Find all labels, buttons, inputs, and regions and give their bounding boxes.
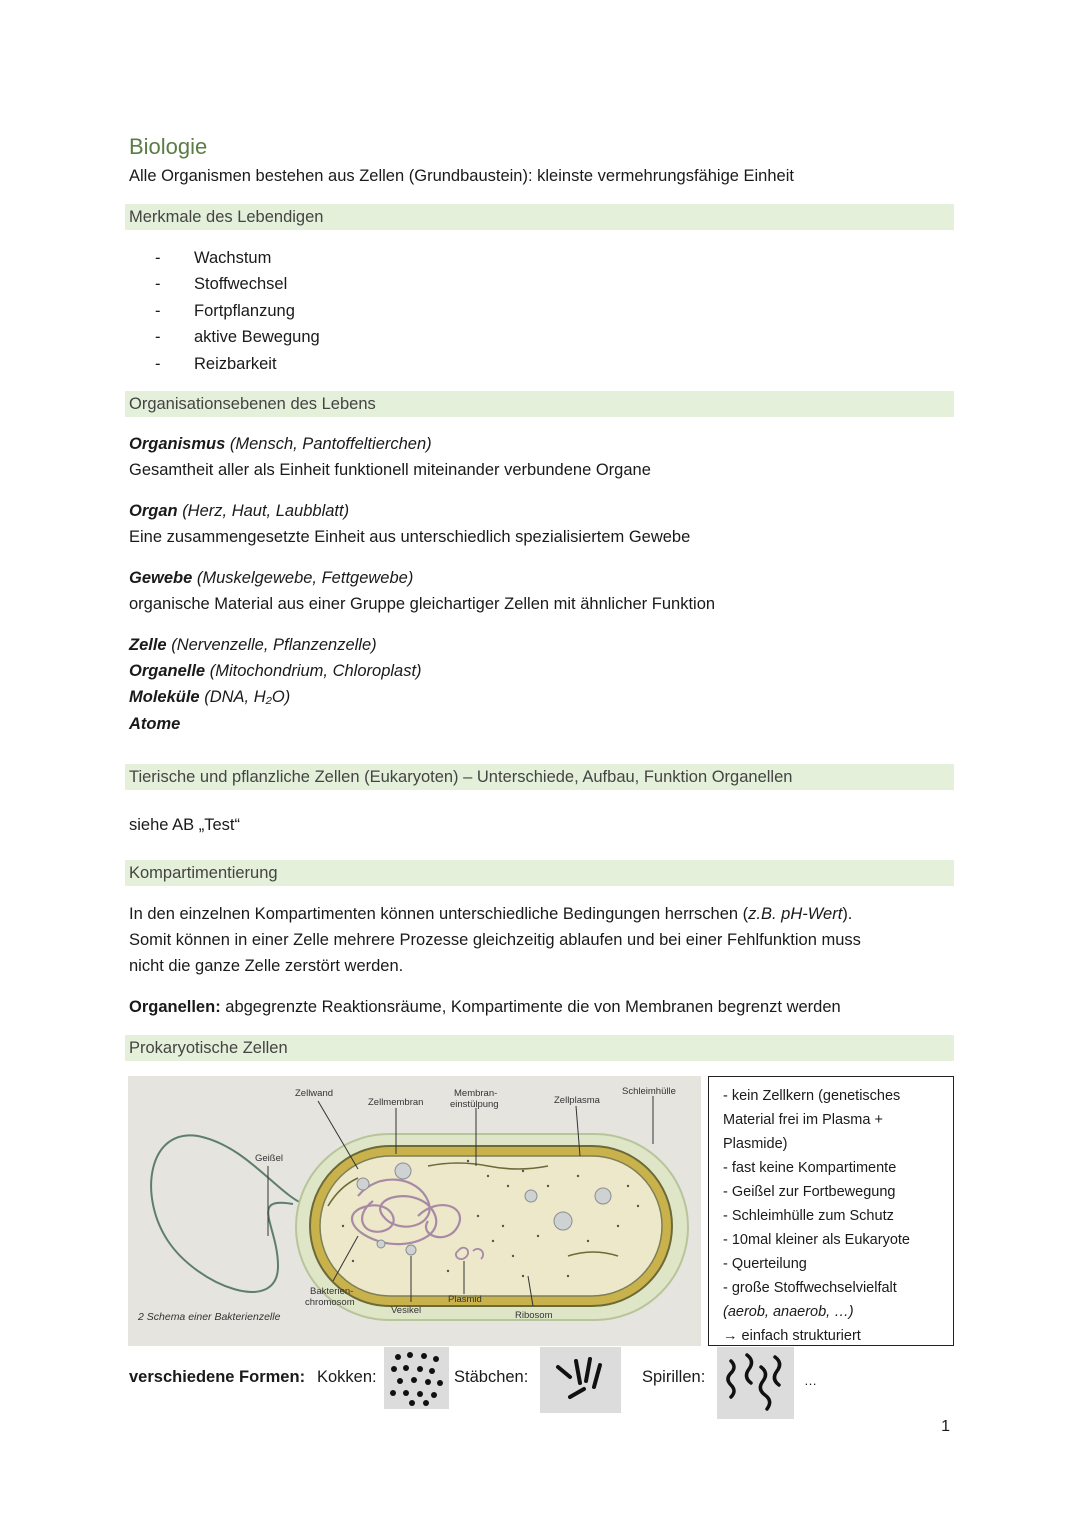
- diagram-caption: 2 Schema einer Bakterienzelle: [138, 1311, 281, 1323]
- label-vesikel: Vesikel: [391, 1305, 422, 1316]
- fact-line: (aerob, anaerob, …): [723, 1304, 854, 1320]
- label-membraneinstuelpung-2: einstülpung: [450, 1099, 499, 1110]
- level-zelle: Zelle (Nervenzelle, Pflanzenzelle): [129, 636, 377, 654]
- level-organismus: Organismus (Mensch, Pantoffeltierchen): [129, 435, 432, 453]
- list-item: - Fortpflanzung: [155, 301, 295, 320]
- kompart-line-1: In den einzelnen Kompartimenten können unterschiedliche Bedingungen herrschen (z.B. pH-Wert).: [129, 905, 853, 923]
- fact-line: - Schleimhülle zum Schutz: [723, 1208, 894, 1224]
- forms-label: verschiedene Formen:: [129, 1368, 306, 1386]
- label-plasmid: Plasmid: [448, 1294, 482, 1305]
- fact-line: - Geißel zur Fortbewegung: [723, 1184, 896, 1200]
- section-heading-zellen: Tierische und pflanzliche Zellen (Eukaryoten) – Unterschiede, Aufbau, Funktion Organellen: [125, 764, 954, 790]
- kompart-line-2: Somit können in einer Zelle mehrere Prozesse gleichzeitig ablaufen und bei einer Fehlfunktion muss: [129, 931, 861, 949]
- fact-line: - Querteilung: [723, 1256, 807, 1272]
- fact-line: → einfach strukturiert: [723, 1328, 861, 1344]
- fact-line: - große Stoffwechselvielfalt: [723, 1280, 897, 1296]
- staebchen-label: Stäbchen:: [454, 1368, 529, 1386]
- label-geissel: Geißel: [255, 1153, 283, 1164]
- fact-line: - kein Zellkern (genetisches: [723, 1088, 901, 1104]
- label-bakterienchromosom-2: chromosom: [305, 1297, 355, 1308]
- level-gewebe-desc: organische Material aus einer Gruppe gleichartiger Zellen mit ähnlicher Funktion: [129, 595, 716, 613]
- fact-line: - fast keine Kompartimente: [723, 1160, 897, 1176]
- vesicle-shape: [395, 1163, 411, 1179]
- level-gewebe: Gewebe (Muskelgewebe, Fettgewebe): [129, 569, 414, 587]
- list-item: - Stoffwechsel: [155, 275, 288, 294]
- siehe-text: siehe AB „Test“: [129, 816, 240, 834]
- label-ribosom: Ribosom: [515, 1310, 553, 1321]
- level-organelle: Organelle (Mitochondrium, Chloroplast): [129, 662, 422, 680]
- level-organ-desc: Eine zusammengesetzte Einheit aus unterschiedlich spezialisiertem Gewebe: [129, 528, 691, 546]
- level-organismus-desc: Gesamtheit aller als Einheit funktionell miteinander verbundene Organe: [129, 461, 651, 479]
- label-zellwand: Zellwand: [295, 1088, 334, 1099]
- fact-line: Material frei im Plasma +: [723, 1112, 883, 1128]
- cytoplasm-shape: [320, 1156, 662, 1296]
- level-molekuele: Moleküle (DNA, H₂O): [129, 688, 291, 706]
- kokken-label: Kokken:: [317, 1368, 377, 1386]
- organellen-definition: Organellen: abgegrenzte Reaktionsräume, Kompartimente die von Membranen begrenzt werden: [129, 998, 841, 1016]
- list-item: - aktive Bewegung: [155, 328, 320, 347]
- intro-text: Alle Organismen bestehen aus Zellen (Grundbaustein): kleinste vermehrungsfähige Einheit: [129, 167, 794, 185]
- section-heading-prokaryoten: Prokaryotische Zellen: [125, 1035, 954, 1061]
- forms-ellipsis: …: [804, 1373, 817, 1388]
- kompart-line-3: nicht die ganze Zelle zerstört werden.: [129, 957, 404, 975]
- level-organ: Organ (Herz, Haut, Laubblatt): [129, 502, 350, 520]
- kokken-image: [384, 1347, 449, 1409]
- fact-line: Plasmide): [723, 1136, 788, 1152]
- list-item: - Wachstum: [155, 249, 272, 267]
- label-membraneinstuelpung-1: Membran-: [454, 1088, 498, 1099]
- level-atome: Atome: [129, 715, 181, 733]
- spirillen-image: [717, 1347, 794, 1419]
- spirillen-label: Spirillen:: [642, 1368, 706, 1386]
- label-schleimhuelle: Schleimhülle: [622, 1086, 676, 1097]
- section-heading-organisation: Organisationsebenen des Lebens: [125, 391, 954, 417]
- fact-line: - 10mal kleiner als Eukaryote: [723, 1232, 910, 1248]
- section-heading-kompartimentierung: Kompartimentierung: [125, 860, 954, 886]
- label-zellplasma: Zellplasma: [554, 1095, 600, 1106]
- bacterium-diagram: [128, 1076, 701, 1346]
- label-zellmembran: Zellmembran: [368, 1097, 424, 1108]
- page-number: 1: [941, 1418, 950, 1435]
- flagellum-shape: [151, 1135, 308, 1292]
- merkmale-list: [155, 245, 320, 377]
- label-bakterienchromosom-1: Bakterien-: [310, 1286, 354, 1297]
- list-item: - Reizbarkeit: [155, 354, 277, 373]
- section-heading-merkmale: Merkmale des Lebendigen: [125, 204, 954, 230]
- page-title: Biologie: [129, 134, 208, 159]
- staebchen-image: [540, 1347, 621, 1413]
- prokaryote-facts-box: [708, 1076, 954, 1346]
